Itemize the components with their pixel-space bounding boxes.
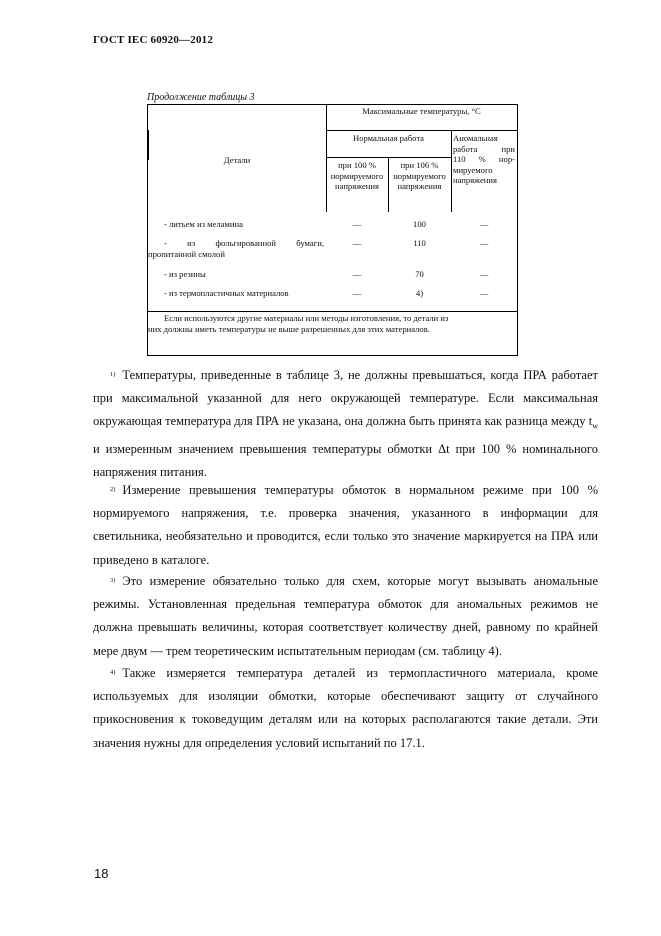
footnote-marker: 4)	[110, 669, 116, 676]
footnote-marker: 2)	[110, 486, 116, 493]
row-detail: - из резины	[164, 269, 206, 279]
document-header: ГОСТ IEC 60920—2012	[93, 34, 214, 46]
footnote-3	[93, 570, 598, 663]
table-caption: Продолжение таблицы 3	[147, 92, 255, 103]
table-note: Если используются другие материалы или методы изготовления, то детали из	[164, 313, 449, 323]
header-details: Детали	[223, 155, 251, 165]
footnote-marker: 3)	[110, 577, 116, 584]
row-v100: —	[352, 269, 362, 279]
footnote-4	[93, 662, 598, 755]
header-normal: Нормальная работа	[352, 133, 424, 143]
row-v100: —	[352, 219, 362, 229]
row-detail: - из термопластичных материалов	[164, 288, 289, 298]
row-vab: —	[479, 288, 489, 298]
table-note-cont: них должны иметь температуры не выше разрешенных для этих материалов.	[148, 324, 430, 334]
footnote-text: Также измеряется температура деталей из термопластичного материала, кроме используемых для изоляции обмотки, которые обеспечивают защиту от случайного прикосновения к токоведущим деталям или на которых располагаются такие детали. Эти значения нужны для определения условий испытаний по 17.1.	[93, 666, 598, 750]
row-vab: —	[479, 269, 489, 279]
row-vab: —	[479, 219, 489, 229]
row-vab: —	[479, 238, 489, 248]
footnote-text-cont: и измеренным значением превышения температуры обмотки Δt при 100 % номинального напряжения питания.	[93, 442, 598, 480]
header-abnormal: Аномальная работа при 110 % нор- мируемого напряжения	[453, 133, 515, 186]
row-v106: 110	[413, 238, 426, 248]
row-v106: 4)	[415, 288, 424, 298]
temperature-table	[147, 104, 518, 356]
row-detail: - литьем из меламина	[164, 219, 243, 229]
footnote-2	[93, 479, 598, 572]
row-v106: 100	[413, 219, 426, 229]
row-detail-cont: пропитанной смолой	[148, 249, 225, 259]
footnote-text: Это измерение обязательно только для схем, которые могут вызывать аномальные режимы. Установленная предельная температура обмоток для аномальных режимов не должна превышать величины, которая соответствует количеству дней, равному по крайней мере двум — трем теоретическим испытательным периодам (см. таблицу 4).	[93, 574, 598, 658]
row-v106: 70	[415, 269, 424, 279]
header-106: при 106 % нормируемого напряжения	[393, 160, 446, 192]
header-max-temp: Максимальные температуры, °С	[362, 106, 481, 116]
footnote-text: Измерение превышения температуры обмоток в нормальном режиме при 100 % нормируемого напряжения, т.е. проверка значения, указанного в информации для светильника, необязательно и проводится, если только это значение маркируется на ПРА или приведено в каталоге.	[93, 483, 598, 567]
row-v100: —	[352, 238, 362, 248]
footnote-1	[93, 364, 598, 485]
page-number: 18	[94, 866, 109, 881]
footnote-sub: w	[592, 421, 598, 431]
row-detail: - из фольгированной бумаги,	[164, 238, 324, 248]
header-100: при 100 % нормируемого напряжения	[330, 160, 384, 192]
row-v100: —	[352, 288, 362, 298]
footnote-marker: 1)	[110, 371, 116, 378]
footnote-text: Температуры, приведенные в таблице 3, не должны превышаться, когда ПРА работает при максимальной указанной для него окружающей температуре. Если максимальная окружающая температура для ПРА не указана, она должна быть принята как разница между t	[93, 368, 598, 429]
